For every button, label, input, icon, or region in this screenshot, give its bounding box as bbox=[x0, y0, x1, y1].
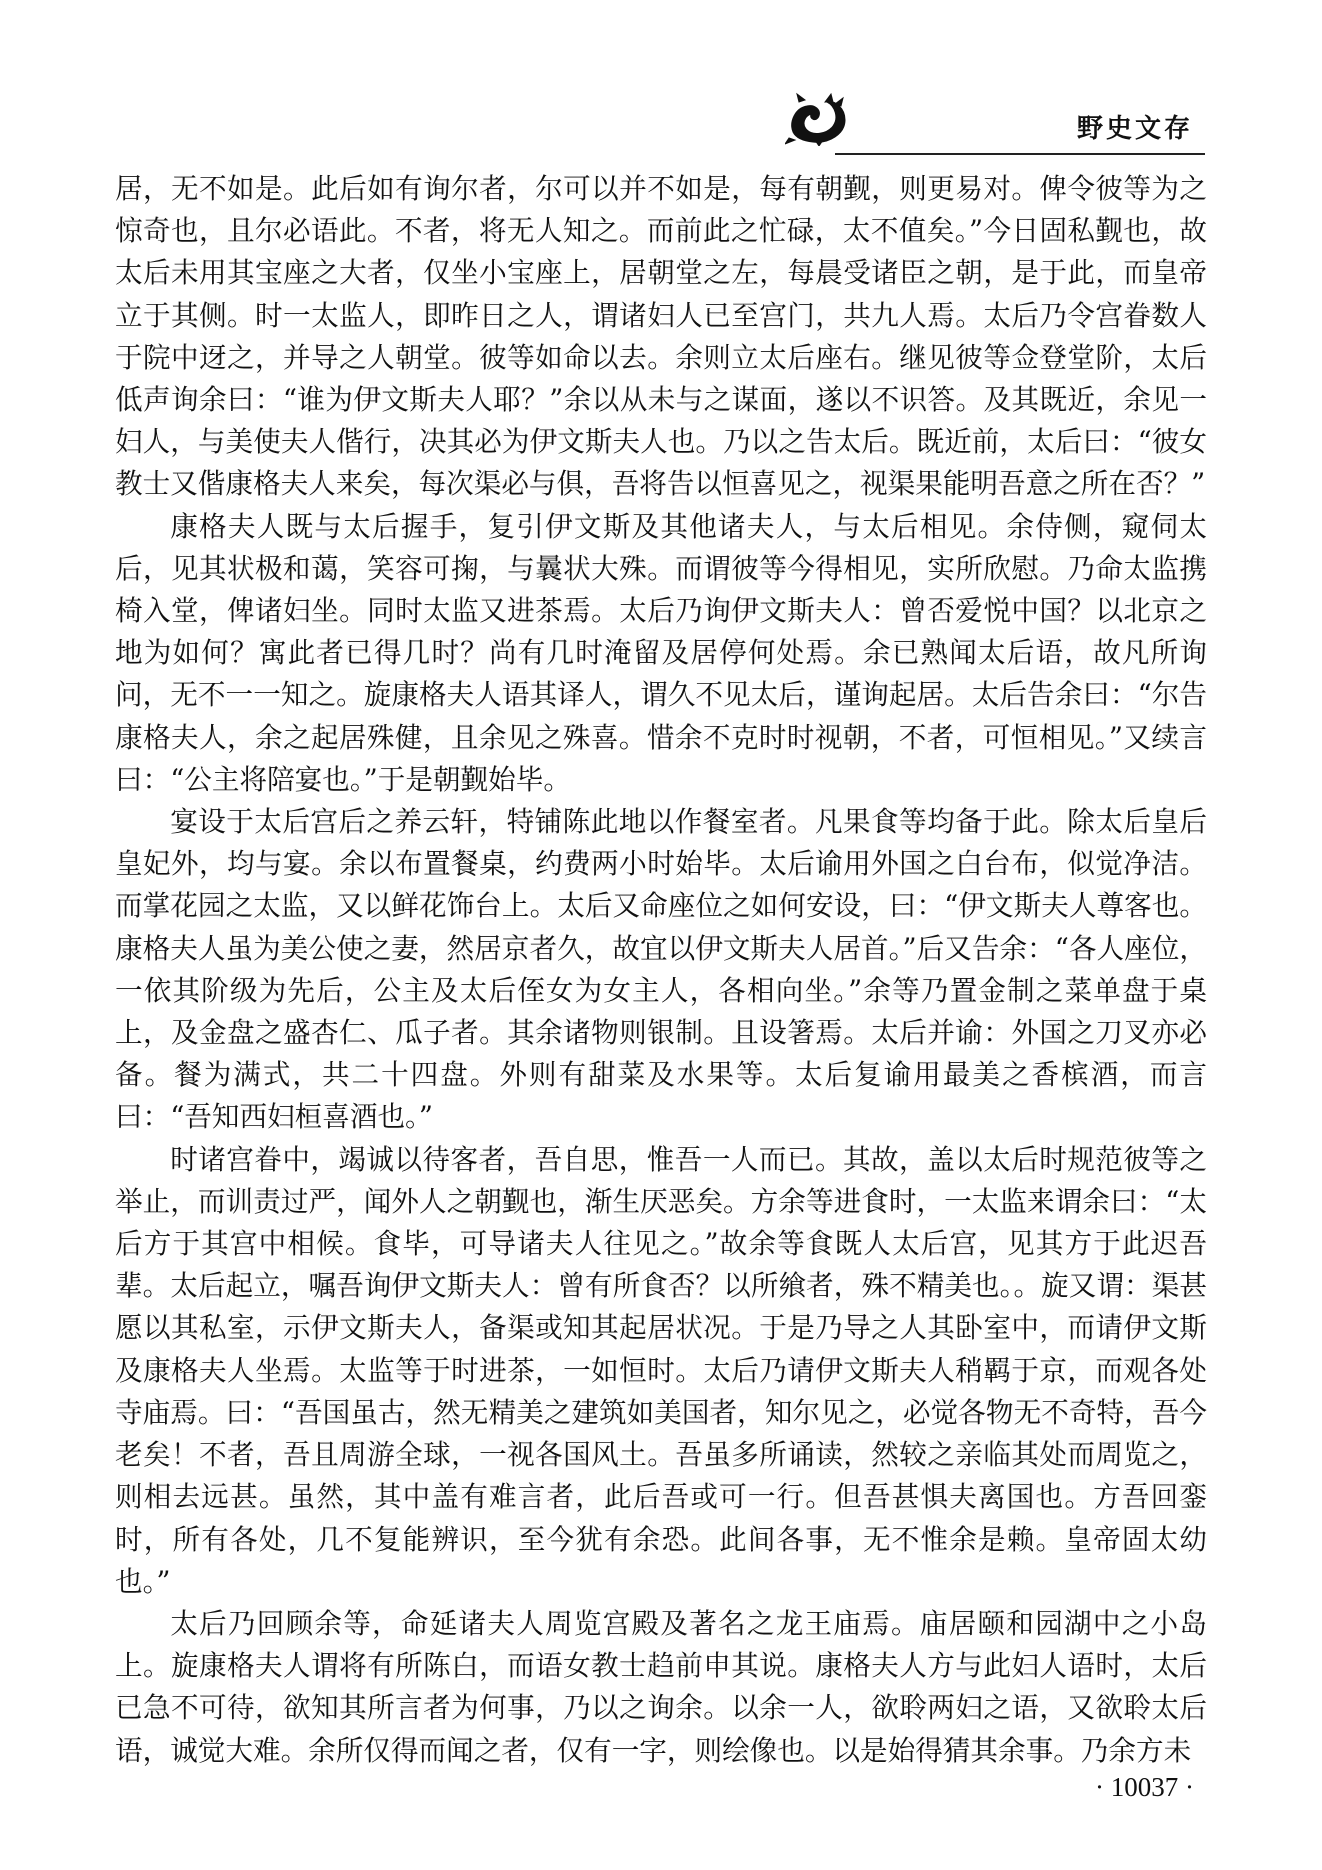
paragraph: 康格夫人既与太后握手，复引伊文斯及其他诸夫人，与太后相见。余侍侧，窥伺太后，见其状极和蔼，笑容可掬，与曩状大殊。而谓彼等今得相见，实所欣慰。乃命太监携椅入堂，俾诸妇坐。同时太监又进茶焉。太后乃询伊文斯夫人：曾否爱悦中国？以北京之地为如何？寓此者已得几时？尚有几时淹留及居停何处焉。余已熟闻太后语，故凡所询问，无不一一知之。旋康格夫人语其译人，谓久不见太后，谨询起居。太后告余曰：“尔告康格夫人，余之起居殊健，且余见之殊喜。惜余不克时时视朝，不者，可恒相见。”又续言曰：“公主将陪宴也。”于是朝觐始毕。 bbox=[115, 509, 1207, 796]
running-header bbox=[785, 88, 1205, 158]
body-text bbox=[115, 168, 1207, 1772]
paragraph: 居，无不如是。此后如有询尔者，尔可以并不如是，每有朝觐，则更易对。俾令彼等为之惊奇也，且尔必语此。不者，将无人知之。而前此之忙碌，太不值矣。”今日固私觐也，故太后未用其宝座之大者，仅坐小宝座上，居朝堂之左，每晨受诸臣之朝，是于此，而皇帝立于其侧。时一太监人，即昨日之人，谓诸妇人已至宫门，共九人焉。太后乃令宫眷数人于院中迓之，并导之人朝堂。彼等如命以去。余则立太后座右。继见彼等佥登堂阶，太后低声询余曰：“谁为伊文斯夫人耶？”余以从未与之谋面，遂以不识答。及其既近，余见一妇人，与美使夫人偕行，决其必为伊文斯夫人也。乃以之告太后。既近前，太后曰：“彼女教士又偕康格夫人来矣，每次渠必与俱，吾将告以恒喜见之，视渠果能明吾意之所在否？” bbox=[115, 172, 1207, 501]
paragraph: 时诸宫眷中，竭诚以待客者，吾自思，惟吾一人而已。其故，盖以太后时规范彼等之举止，而训责过严，闻外人之朝觐也，渐生厌恶矣。方余等进食时，一太监来谓余曰：“太后方于其宫中相候。食毕，可导诸夫人往见之。”故余等食既人太后宫，见其方于此迟吾辈。太后起立，嘱吾询伊文斯夫人：曾有所食否？以所飨者，殊不精美也。。旋又谓：渠甚愿以其私室，示伊文斯夫人，备渠或知其起居状况。于是乃导之人其卧室中，而请伊文斯及康格夫人坐焉。太监等于时进茶，一如恒时。太后乃请伊文斯夫人稍羁于京，而观各处寺庙焉。曰：“吾国虽古，然无精美之建筑如美国者，知尔见之，必觉各物无不奇特，吾今老矣！不者，吾且周游全球，一视各国风土。吾虽多所诵读，然较之亲临其处而周览之，则相去远甚。虽然，其中盖有难言者，此后吾或可一行。但吾甚惧夫离国也。方吾回銮时，所有各处，几不复能辨识，至今犹有余恐。此间各事，无不惟余是赖。皇帝固太幼也。” bbox=[115, 1142, 1207, 1598]
paragraph: 太后乃回顾余等，命延诸夫人周览宫殿及著名之龙王庙焉。庙居颐和园湖中之小岛上。旋康格夫人谓将有所陈白，而语女教士趋前申其说。康格夫人方与此妇人语时，太后已急不可待，欲知其所言者为何事，乃以之询余。以余一人，欲聆两妇之语，又欲聆太后语，诚觉大难。余所仅得而闻之者，仅有一字，则绘像也。以是始得猜其余事。乃余方未 bbox=[115, 1606, 1207, 1767]
header-divider bbox=[835, 153, 1205, 155]
page-number: · 10037 · bbox=[1095, 1772, 1194, 1802]
paragraph: 宴设于太后宫后之养云轩，特铺陈此地以作餐室者。凡果食等均备于此。除太后皇后皇妃外，均与宴。余以布置餐桌，约费两小时始毕。太后谕用外国之白台布，似觉净洁。而掌花园之太监，又以鲜花饰台上。太后又命座位之如何安设，曰：“伊文斯夫人尊客也。康格夫人虽为美公使之妻，然居京者久，故宜以伊文斯夫人居首。”后又告余：“各人座位，一依其阶级为先后，公主及太后侄女为女主人，各相向坐。”余等乃置金制之菜单盘于桌上，及金盘之盛杏仁、瓜子者。其余诸物则银制。且设箸焉。太后并谕：外国之刀叉亦必备。餐为满式，共二十四盘。外则有甜菜及水果等。太后复谕用最美之香槟酒，而言曰：“吾知西妇桓喜酒也。” bbox=[115, 805, 1207, 1134]
dragon-emblem-icon bbox=[785, 92, 851, 146]
running-header-title: 野史文存 bbox=[1076, 114, 1193, 144]
